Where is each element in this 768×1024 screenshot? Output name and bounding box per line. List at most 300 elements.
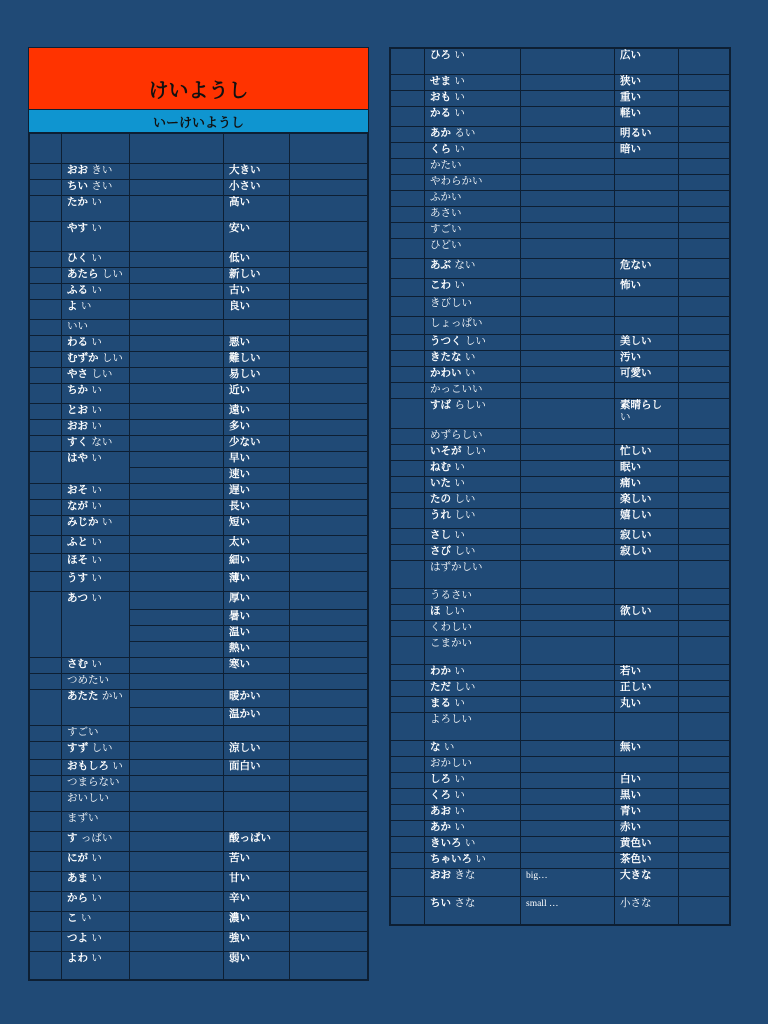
kanji-text: 新しい — [229, 268, 261, 280]
note-cell — [130, 674, 224, 690]
hiragana-ending: うるさい — [430, 589, 472, 601]
hiragana-ending: さい — [91, 180, 113, 192]
hiragana-cell — [62, 792, 130, 812]
hiragana-cell — [425, 107, 521, 127]
hiragana-ending: い — [91, 196, 102, 208]
hiragana-stem: くら — [430, 143, 451, 155]
kanji-text: 青い — [620, 805, 641, 817]
index-cell — [30, 134, 62, 164]
index-cell — [391, 399, 425, 429]
left-table-row — [30, 776, 368, 792]
hiragana-cell — [62, 832, 130, 852]
kanji-cell — [224, 912, 290, 932]
empty-cell — [290, 610, 368, 626]
note-cell — [521, 897, 615, 925]
kanji-cell — [224, 592, 290, 610]
kanji-text: 楽しい — [620, 493, 652, 505]
kanji-text: 安い — [229, 222, 250, 234]
hiragana-ending: い — [91, 554, 102, 566]
note-cell — [521, 509, 615, 529]
hiragana-cell — [62, 776, 130, 792]
hiragana-stem: ふと — [67, 536, 88, 548]
hiragana-cell — [62, 320, 130, 336]
hiragana-stem: おも — [430, 91, 451, 103]
hiragana-stem: さび — [430, 545, 451, 557]
hiragana-ending: い — [454, 75, 465, 87]
hiragana-cell — [425, 445, 521, 461]
hiragana-ending: はずかしい — [430, 561, 483, 573]
kanji-cell — [615, 335, 679, 351]
kanji-text: 面白い — [229, 760, 261, 772]
hiragana-cell — [425, 897, 521, 925]
kanji-cell — [615, 789, 679, 805]
hiragana-ending: さな — [454, 897, 476, 909]
index-cell — [391, 821, 425, 837]
hiragana-cell — [425, 297, 521, 317]
kanji-cell — [615, 853, 679, 869]
index-cell — [30, 500, 62, 516]
empty-cell — [679, 509, 730, 529]
kanji-cell — [615, 713, 679, 741]
note-cell — [130, 222, 224, 252]
kanji-cell — [615, 383, 679, 399]
right-table-row — [391, 49, 730, 75]
note-cell — [130, 742, 224, 760]
hiragana-ending: い — [454, 789, 465, 801]
empty-cell — [679, 279, 730, 297]
left-table-row — [30, 658, 368, 674]
note-cell — [130, 554, 224, 572]
hiragana-ending: い — [91, 222, 102, 234]
hiragana-ending: よろしい — [430, 713, 472, 725]
index-cell — [391, 143, 425, 159]
index-cell — [30, 404, 62, 420]
kanji-text: 早い — [229, 452, 250, 464]
note-cell — [521, 191, 615, 207]
left-table-row — [30, 384, 368, 404]
note-cell — [130, 592, 224, 610]
kanji-cell — [615, 429, 679, 445]
kanji-text: 寂しい — [620, 529, 652, 541]
kanji-text: 怖い — [620, 279, 641, 291]
english-note: small … — [526, 899, 559, 909]
right-table-row — [391, 697, 730, 713]
hiragana-cell — [425, 399, 521, 429]
hiragana-ending: るい — [454, 127, 476, 139]
hiragana-ending: い — [454, 49, 465, 61]
kanji-cell — [615, 773, 679, 789]
hiragana-stem: わる — [67, 336, 88, 348]
hiragana-cell — [425, 805, 521, 821]
hiragana-cell — [62, 300, 130, 320]
hiragana-cell — [425, 239, 521, 259]
kanji-cell — [615, 207, 679, 223]
hiragana-stem: おお — [67, 420, 88, 432]
index-cell — [391, 445, 425, 461]
kanji-text: 小さな — [620, 897, 652, 909]
hiragana-cell — [425, 75, 521, 91]
hiragana-cell — [425, 821, 521, 837]
kanji-cell — [615, 681, 679, 697]
hiragana-cell — [425, 589, 521, 605]
index-cell — [391, 239, 425, 259]
hiragana-stem: やさ — [67, 368, 88, 380]
kanji-text: 黄色い — [620, 837, 652, 849]
empty-cell — [290, 164, 368, 180]
left-table-row — [30, 320, 368, 336]
kanji-text: 重い — [620, 91, 641, 103]
left-table-row — [30, 852, 368, 872]
index-cell — [30, 554, 62, 572]
empty-cell — [290, 320, 368, 336]
hiragana-cell — [425, 383, 521, 399]
empty-cell — [290, 776, 368, 792]
note-cell — [521, 697, 615, 713]
kanji-text: 明るい — [620, 127, 652, 139]
right-table-row — [391, 493, 730, 509]
right-table-row — [391, 335, 730, 351]
kanji-cell — [615, 637, 679, 665]
hiragana-cell — [425, 223, 521, 239]
hiragana-ending: い — [454, 665, 465, 677]
empty-cell — [290, 658, 368, 674]
hiragana-ending: い — [454, 477, 465, 489]
hiragana-ending: い — [464, 837, 476, 849]
note-cell — [130, 892, 224, 912]
hiragana-cell — [62, 760, 130, 776]
left-table-row — [30, 196, 368, 222]
kanji-text: 少ない — [229, 436, 261, 448]
empty-cell — [679, 741, 730, 757]
note-cell — [521, 239, 615, 259]
hiragana-cell — [425, 853, 521, 869]
kanji-cell — [615, 297, 679, 317]
note-cell — [130, 852, 224, 872]
left-table-row — [30, 592, 368, 610]
hiragana-stem: とお — [67, 404, 88, 416]
right-table-row — [391, 461, 730, 477]
hiragana-stem: あお — [430, 805, 451, 817]
hiragana-ending: い — [454, 805, 465, 817]
note-cell — [130, 300, 224, 320]
index-cell — [391, 297, 425, 317]
empty-cell — [130, 642, 224, 658]
right-table-row — [391, 107, 730, 127]
empty-cell — [290, 336, 368, 352]
kanji-cell — [224, 674, 290, 690]
kanji-text: 危ない — [620, 259, 652, 271]
index-cell — [391, 317, 425, 335]
hiragana-stem: すく — [67, 436, 88, 448]
kanji-cell — [224, 690, 290, 708]
kanji-cell — [615, 175, 679, 191]
note-cell — [521, 175, 615, 191]
note-cell — [130, 320, 224, 336]
kanji-text: 短い — [229, 516, 250, 528]
kanji-cell — [615, 223, 679, 239]
index-cell — [30, 284, 62, 300]
right-table-row — [391, 741, 730, 757]
note-cell — [130, 932, 224, 952]
left-table-row — [30, 268, 368, 284]
right-table-row — [391, 75, 730, 91]
kanji-cell — [224, 300, 290, 320]
empty-cell — [679, 897, 730, 925]
kanji-cell — [615, 107, 679, 127]
right-table-row — [391, 429, 730, 445]
kanji-text: 若い — [620, 665, 641, 677]
kanji-text: 大きい — [229, 164, 261, 176]
index-cell — [391, 529, 425, 545]
empty-cell — [679, 429, 730, 445]
empty-cell — [290, 352, 368, 368]
empty-cell — [290, 420, 368, 436]
left-table-row — [30, 892, 368, 912]
kanji-cell — [615, 757, 679, 773]
empty-cell — [290, 268, 368, 284]
section-subtitle: いーけいようし — [29, 110, 368, 133]
hiragana-ending: しい — [91, 742, 113, 754]
hiragana-ending: らしい — [454, 399, 486, 411]
right-table-row — [391, 317, 730, 335]
empty-cell — [290, 452, 368, 468]
kanji-cell — [615, 837, 679, 853]
hiragana-cell — [62, 484, 130, 500]
index-cell — [391, 493, 425, 509]
left-table-row — [30, 134, 368, 164]
hiragana-cell — [425, 335, 521, 351]
right-table-row — [391, 279, 730, 297]
kanji-cell — [615, 741, 679, 757]
note-cell — [130, 484, 224, 500]
empty-cell — [290, 674, 368, 690]
right-table-row — [391, 445, 730, 461]
hiragana-cell — [62, 284, 130, 300]
kanji-cell — [224, 420, 290, 436]
kanji-cell — [224, 792, 290, 812]
hiragana-ending: い — [91, 484, 102, 496]
kanji-cell — [224, 554, 290, 572]
hiragana-stem: ちい — [430, 897, 451, 909]
hiragana-ending: い — [454, 697, 465, 709]
hiragana-ending: しい — [454, 493, 476, 505]
kanji-text: 広い — [620, 49, 641, 61]
hiragana-ending: い — [443, 741, 455, 753]
kanji-text: 熱い — [229, 642, 250, 654]
empty-cell — [679, 49, 730, 75]
kanji-cell — [224, 760, 290, 776]
hiragana-stem: おそ — [67, 484, 88, 496]
hiragana-cell — [62, 742, 130, 760]
kanji-text: 薄い — [229, 572, 250, 584]
kanji-text: 甘い — [229, 872, 250, 884]
note-cell — [521, 127, 615, 143]
left-table-row — [30, 252, 368, 268]
hiragana-cell — [425, 351, 521, 367]
index-cell — [30, 760, 62, 776]
note-cell — [130, 726, 224, 742]
left-table-row — [30, 742, 368, 760]
hiragana-cell — [425, 869, 521, 897]
hiragana-stem: きいろ — [430, 837, 462, 849]
hiragana-stem: ほそ — [67, 554, 88, 566]
kanji-text: 酸っぱい — [229, 832, 271, 844]
empty-cell — [290, 572, 368, 592]
hiragana-stem: ただ — [430, 681, 451, 693]
hiragana-cell — [425, 317, 521, 335]
kanji-cell — [224, 536, 290, 554]
right-table-row — [391, 207, 730, 223]
empty-cell — [290, 812, 368, 832]
index-cell — [30, 742, 62, 760]
hiragana-stem: なが — [67, 500, 88, 512]
right-table-row — [391, 259, 730, 279]
right-table-row — [391, 789, 730, 805]
empty-cell — [679, 637, 730, 665]
kanji-text: 細い — [229, 554, 250, 566]
kanji-text: 寒い — [229, 658, 250, 670]
empty-cell — [679, 837, 730, 853]
kanji-text: 難しい — [229, 352, 261, 364]
note-cell — [130, 572, 224, 592]
empty-cell — [679, 665, 730, 681]
right-table-row — [391, 757, 730, 773]
note-cell — [521, 297, 615, 317]
left-table-row — [30, 368, 368, 384]
right-table-row — [391, 561, 730, 589]
index-cell — [391, 107, 425, 127]
right-table-row — [391, 773, 730, 789]
hiragana-ending: い — [464, 367, 476, 379]
kanji-cell — [224, 336, 290, 352]
hiragana-ending: きい — [91, 164, 113, 176]
hiragana-ending: しい — [464, 335, 486, 347]
left-table-row — [30, 726, 368, 742]
kanji-text: 丸い — [620, 697, 641, 709]
note-cell — [521, 665, 615, 681]
index-cell — [30, 420, 62, 436]
hiragana-ending: い — [80, 912, 92, 924]
hiragana-stem: くろ — [430, 789, 451, 801]
index-cell — [30, 180, 62, 196]
note-cell — [521, 383, 615, 399]
index-cell — [391, 697, 425, 713]
hiragana-ending: いい — [67, 320, 88, 332]
index-cell — [30, 892, 62, 912]
index-cell — [391, 509, 425, 529]
hiragana-cell — [62, 932, 130, 952]
hiragana-ending: い — [91, 952, 102, 964]
empty-cell — [290, 626, 368, 642]
empty-cell — [290, 180, 368, 196]
index-cell — [391, 681, 425, 697]
note-cell — [521, 529, 615, 545]
hiragana-cell — [425, 789, 521, 805]
hiragana-ending: しい — [464, 445, 486, 457]
hiragana-ending: めずらしい — [430, 429, 483, 441]
kanji-cell — [615, 897, 679, 925]
right-table-row — [391, 383, 730, 399]
kanji-text: 遠い — [229, 404, 250, 416]
index-cell — [391, 191, 425, 207]
hiragana-stem: あたた — [67, 690, 99, 702]
hiragana-stem: な — [430, 741, 441, 753]
kanji-cell — [224, 320, 290, 336]
note-cell — [521, 789, 615, 805]
hiragana-ending: すごい — [67, 726, 99, 738]
index-cell — [30, 252, 62, 268]
empty-cell — [679, 335, 730, 351]
empty-cell — [130, 468, 224, 484]
hiragana-cell — [425, 665, 521, 681]
note-cell — [130, 760, 224, 776]
note-cell — [130, 404, 224, 420]
hiragana-ending: きびしい — [430, 297, 472, 309]
hiragana-stem: ふる — [67, 284, 88, 296]
kanji-cell — [615, 75, 679, 91]
hiragana-cell — [62, 404, 130, 420]
hiragana-ending: しい — [454, 681, 476, 693]
right-table-row — [391, 545, 730, 561]
hiragana-ending: すごい — [430, 223, 462, 235]
kanji-cell — [224, 222, 290, 252]
empty-cell — [290, 726, 368, 742]
index-cell — [391, 259, 425, 279]
hiragana-ending: しい — [454, 545, 476, 557]
hiragana-cell — [425, 143, 521, 159]
empty-cell — [290, 134, 368, 164]
hiragana-ending: あさい — [430, 207, 462, 219]
kanji-text: 痛い — [620, 477, 641, 489]
kanji-cell — [224, 892, 290, 912]
note-cell — [521, 713, 615, 741]
kanji-cell — [615, 869, 679, 897]
kanji-cell — [615, 259, 679, 279]
hiragana-ending: い — [91, 420, 102, 432]
empty-cell — [290, 592, 368, 610]
hiragana-cell — [425, 529, 521, 545]
index-cell — [30, 352, 62, 368]
index-cell — [30, 690, 62, 726]
hiragana-cell — [425, 175, 521, 191]
kanji-cell — [615, 821, 679, 837]
kanji-cell — [615, 367, 679, 383]
kanji-text: 古い — [229, 284, 250, 296]
hiragana-stem: いそが — [430, 445, 462, 457]
note-cell — [521, 143, 615, 159]
note-cell — [130, 812, 224, 832]
right-table-row — [391, 837, 730, 853]
kanji-cell — [224, 572, 290, 592]
kanji-text: 小さい — [229, 180, 261, 192]
empty-cell — [290, 690, 368, 708]
kanji-cell — [615, 561, 679, 589]
hiragana-cell — [425, 127, 521, 143]
hiragana-stem: あか — [430, 127, 451, 139]
index-cell — [30, 320, 62, 336]
empty-cell — [679, 399, 730, 429]
right-table-row — [391, 805, 730, 821]
empty-cell — [130, 708, 224, 726]
note-cell — [521, 399, 615, 429]
index-cell — [391, 223, 425, 239]
right-table-row — [391, 713, 730, 741]
kanji-text: 長い — [229, 500, 250, 512]
hiragana-stem: まる — [430, 697, 451, 709]
empty-cell — [679, 259, 730, 279]
note-cell — [521, 49, 615, 75]
empty-cell — [679, 773, 730, 789]
